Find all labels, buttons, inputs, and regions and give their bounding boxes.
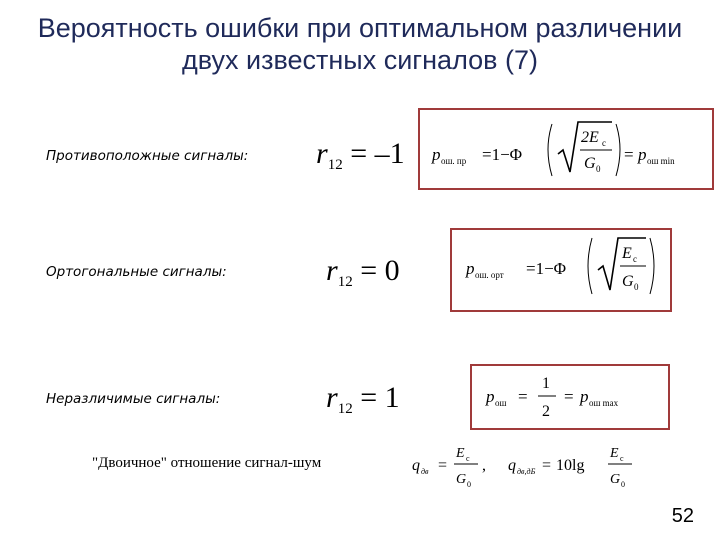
f1-den: G <box>584 155 596 172</box>
f2-num: E <box>622 245 632 262</box>
r-rhs: = 1 <box>360 381 400 414</box>
f1-num: 2E <box>581 129 599 146</box>
f3-eq2: = <box>564 387 574 406</box>
r-var: r <box>326 254 338 287</box>
q2-num: E <box>610 446 619 461</box>
label-orthogonal-signals: Ортогональные сигналы: <box>46 264 227 280</box>
f2-den: G <box>622 273 634 290</box>
f3-eq1: = <box>518 387 528 406</box>
snr-text: "Двоичное" отношение сигнал-шум <box>92 455 322 471</box>
f3-lhs-sub: ош <box>495 398 507 408</box>
formula-box-opposite <box>418 108 714 190</box>
f2-lhs-var: p <box>466 259 475 278</box>
q1-var: q <box>412 457 420 474</box>
f1-eq: =1−Φ <box>482 145 523 164</box>
formula-indistinguishable <box>472 366 668 428</box>
f1-lparen <box>548 124 552 176</box>
label-opposite-signals: Противоположные сигналы: <box>46 148 249 164</box>
q1-num: E <box>456 446 465 461</box>
f1-lhs-sub: ош. пр <box>441 156 467 166</box>
page-number: 52 <box>671 505 694 527</box>
f1-num-sub: с <box>602 138 606 148</box>
f3-rhs-var: p <box>580 387 589 406</box>
r-rhs: = 0 <box>360 254 400 287</box>
q1-num-sub: с <box>466 454 470 463</box>
q2-sub: дв,дБ <box>517 467 536 476</box>
q1-eq: = <box>438 457 448 474</box>
r-var: r <box>326 381 338 414</box>
f2-num-sub: с <box>633 254 637 264</box>
title-line-1: Вероятность ошибки при оптимальном различении <box>37 13 683 43</box>
f2-rparen <box>650 238 654 294</box>
f3-den: 2 <box>542 403 550 420</box>
r-var: r <box>316 137 328 170</box>
title-line-2: двух известных сигналов (7) <box>182 45 538 75</box>
snr-definition <box>92 455 321 472</box>
f1-lhs-var: p <box>432 145 441 164</box>
f1-rparen <box>616 124 620 176</box>
r-sub: 12 <box>337 401 353 417</box>
slide-title <box>0 12 720 76</box>
snr-formulas <box>408 440 638 494</box>
q1-sub: дв <box>421 467 429 476</box>
formula-box-indistinguishable <box>470 364 670 430</box>
r12-orthogonal <box>326 254 400 291</box>
comma: , <box>482 457 486 474</box>
formula-box-orthogonal <box>450 228 672 312</box>
f3-rhs-sub: ош max <box>589 398 619 408</box>
q1-den: G <box>456 472 467 487</box>
r-rhs: = –1 <box>350 137 405 170</box>
label-indistinguishable-signals: Неразличимые сигналы: <box>46 391 221 407</box>
r12-opposite <box>316 137 405 174</box>
f1-rhs-sub: ош min <box>647 156 675 166</box>
f1-den-sub: 0 <box>596 164 601 174</box>
f2-den-sub: 0 <box>634 282 639 292</box>
f1-equals: = <box>624 145 634 164</box>
f3-num: 1 <box>542 375 550 392</box>
q2-den: G <box>610 472 621 487</box>
r-sub: 12 <box>327 157 343 173</box>
formula-orthogonal <box>452 230 670 310</box>
f3-lhs-var: p <box>486 387 495 406</box>
f2-eq: =1−Φ <box>526 259 567 278</box>
q2-eq: = <box>542 457 552 474</box>
q1-den-sub: 0 <box>467 480 471 489</box>
r12-indistinguishable <box>326 381 400 418</box>
r-sub: 12 <box>337 274 353 290</box>
formula-opposite <box>420 110 712 188</box>
q2-var: q <box>508 457 516 474</box>
q2-coef: 10lg <box>556 457 585 474</box>
f2-lparen <box>588 238 592 294</box>
q2-den-sub: 0 <box>621 480 625 489</box>
f1-rhs-var: p <box>638 145 647 164</box>
q2-num-sub: с <box>620 454 624 463</box>
f2-lhs-sub: ош. орт <box>475 270 504 280</box>
